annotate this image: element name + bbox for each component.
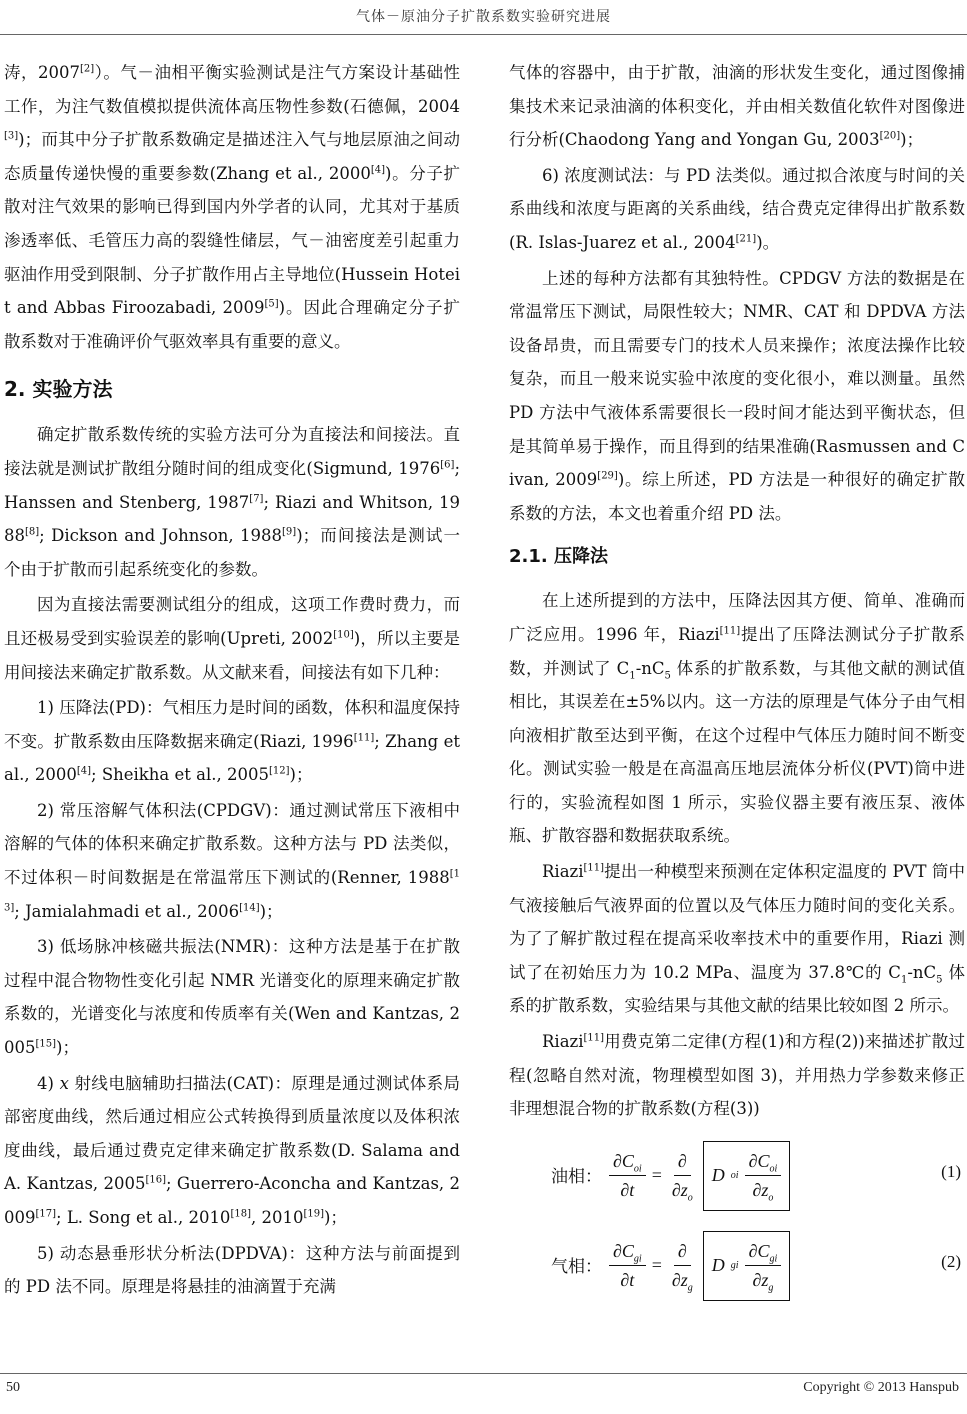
paragraph-pd-3: Riazi[11]用费克第二定律(方程(1)和方程(2))来描述扩散过程(忽略自然对流，物理模型如图 3)，并用热力学参数来修正非理想混合物的扩散系数(方程(3)) xyxy=(509,1032,965,1119)
paragraph-indirect: 因为直接法需要测试组分的组成，这项工作费时费力，而且还极易受到实验误差的影响(Upreti, 2002[10])，所以主要是用间接法来确定扩散系数。从文献来看，间接法有如下几种： xyxy=(4,595,461,682)
equation-1-number: (1) xyxy=(941,1161,961,1181)
copyright-notice: Copyright © 2013 Hanspub xyxy=(803,1380,959,1395)
equation-1-lhs: $\frac{\partial C_{oi}}{\partial t}$ xyxy=(609,1149,646,1202)
paragraph-methods: 确定扩散系数传统的实验方法可分为直接法和间接法。直接法就是测试扩散组分随时间的组成变化(Sigmund, 1976[6]; Hanssen and Stenberg, 1987[7]; Riazi and Whitson, 1988[8]; Dickson and Johnson, 1988[9])；而间接法是测试一个由于扩散而引起系统变化的参数。 xyxy=(4,425,460,579)
equation-1-label: 油相： xyxy=(551,1166,602,1186)
list-item-pd: 1) 压降法(PD)：气相压力是时间的函数，体积和温度保持不变。扩散系数由压降数据来确定(Riazi, 1996[11]; Zhang et al., 2000[4]; Sheikha et al., 2005[12])； xyxy=(4,698,460,785)
list-item-dpdva-continued: 气体的容器中，由于扩散，油滴的形状发生变化，通过图像捕集技术来记录油滴的体积变化，并由相关数值化软件对图像进行分析(Chaodong Yang and Yongan Gu, 2003[20])； xyxy=(509,63,965,150)
paragraph-pd-2: Riazi[11]提出一种模型来预测在定体积定温度的 PVT 筒中气液接触后气液界面的位置以及气体压力随时间的变化关系。为了了解扩散过程在提高采收率技术中的重要作用，Riazi 测试了在初始压力为 10.2 MPa、温度为 37.8℃的 $C_1-nC_5$ 体系的扩散系数，实验结果与其他文献的结果比较如图 2 所示。 xyxy=(509,862,966,1016)
list-item-concentration: 6) 浓度测试法：与 PD 法类似。通过拟合浓度与时间的关系曲线和浓度与距离的关系曲线，结合费克定律得出扩散系数(R. Islas-Juarez et al., 2004[21])。 xyxy=(509,165,965,252)
equation-2: 气相： $\frac{\partial C_{gi}}{\partial t}$ = $\frac{\partial}{\partial z_g}$ D gi $\frac{\partial C_{gi}}{\partial z_g}$ (2) xyxy=(509,1226,965,1306)
section-heading-methods: 2. 实验方法 xyxy=(4,377,113,402)
list-item-dpdva: 5) 动态悬垂形状分析法(DPDVA)：这种方法与前面提到的 PD 法不同。原理是将悬挂的油滴置于充满 xyxy=(4,1243,460,1297)
paragraph-pd-1: 在上述所提到的方法中，压降法因其方便、简单、准确而广泛应用。1996 年，Riazi[11]提出了压降法测试分子扩散系数，并测试了 $C_1-nC_5$ 体系的扩散系数，与其他文献的测试值相比，其误差在±5%以内。这一方法的原理是气体分子由气相向液相扩散至达到平衡，在这个过程中气体压力随时间不断变化。测试实验一般是在高温高压地层流体分析仪(PVT)筒中进行的，实验流程如图 1 所示，实验仪器主要有液压泵、液体瓶、扩散容器和数据获取系统。 xyxy=(509,591,966,846)
equation-2-outer-derivative: $\frac{\partial}{\partial z_g}$ xyxy=(671,1241,693,1294)
paragraph-intro: 涛，2007[2]）。气－油相平衡实验测试是注气方案设计基础性工作，为注气数值模拟提供流体高压物性参数(石德佩，2004[3])；而其中分子扩散系数确定是描述注入气与地层原油之间动态质量传递快慢的重要参数(Zhang et al., 2000[4])。分子扩散对注气效果的影响已得到国内外学者的认同，尤其对于基质渗透率低、毛管压力高的裂缝性储层，气－油密度差引起重力驱油作用受到限制、分子扩散作用占主导地位(Hussein Hoteit and Abbas Firoozabadi, 2009[5])。因此合理确定分子扩散系数对于准确评价气驱效率具有重要的意义。 xyxy=(4,63,461,351)
equation-2-lhs: $\frac{\partial C_{gi}}{\partial t}$ xyxy=(609,1239,646,1292)
equation-2-number: (2) xyxy=(941,1251,961,1271)
equation-2-bracket: D gi $\frac{\partial C_{gi}}{\partial z_g}$ xyxy=(703,1231,790,1301)
header-rule xyxy=(0,34,967,35)
page-number: 50 xyxy=(6,1380,20,1395)
left-column xyxy=(4,56,460,1304)
footer-rule xyxy=(0,1373,967,1374)
list-item-cpdgv: 2) 常压溶解气体积法(CPDGV)：通过测试常压下液相中溶解的气体的体积来确定扩散系数。这种方法与 PD 法类似，不过体积－时间数据是在常温常压下测试的(Renner, 1988[13]; Jamialahmadi et al., 2006[14])； xyxy=(4,800,460,921)
equation-1-outer-derivative: $\frac{\partial}{\partial z_o}$ xyxy=(671,1151,693,1204)
page-footer xyxy=(0,1380,967,1404)
list-item-cat: 4) x 射线电脑辅助扫描法(CAT)：原理是通过测试体系局部密度曲线，然后通过相应公式转换得到质量浓度以及体积浓度曲线，最后通过费克定律来确定扩散系数(D. Salama and A. Kantzas, 2005[16]; Guerrero-Aconcha and Kantzas, 2009[17]; L. Song et al., 2010[18], 2010[19])； xyxy=(4,1073,460,1227)
running-header: 气体－原油分子扩散系数实验研究进展 xyxy=(356,9,611,25)
equation-1: 油相： $\frac{\partial C_{oi}}{\partial t}$ = $\frac{\partial}{\partial z_o}$ D oi $\frac{\partial C_{oi}}{\partial z_o}$ (1) xyxy=(509,1136,965,1216)
section-heading-pd: 2.1. 压降法 xyxy=(509,546,608,568)
list-item-nmr: 3) 低场脉冲核磁共振法(NMR)：这种方法是基于在扩散过程中混合物物性变化引起 NMR 光谱变化的原理来确定扩散系数的，光谱变化与浓度和传质率有关(Wen and Kantzas, 2005[15])； xyxy=(4,937,460,1058)
equation-1-bracket: D oi $\frac{\partial C_{oi}}{\partial z_o}$ xyxy=(703,1141,790,1211)
right-column xyxy=(509,56,965,1306)
paragraph-compare: 上述的每种方法都有其独特性。CPDGV 方法的数据是在常温常压下测试，局限性较大；NMR、CAT 和 DPDVA 方法设备昂贵，而且需要专门的技术人员来操作；浓度法操作比较复杂，而且一般来说实验中浓度的变化很小，难以测量。虽然 PD 方法中气液体系需要很长一段时间才能达到平衡状态，但是其简单易于操作，而且得到的结果准确(Rasmussen and Civan, 2009[29])。综上所述，PD 方法是一种很好的确定扩散系数的方法，本文也着重介绍 PD 法。 xyxy=(509,268,966,523)
equation-2-label: 气相： xyxy=(551,1256,602,1276)
